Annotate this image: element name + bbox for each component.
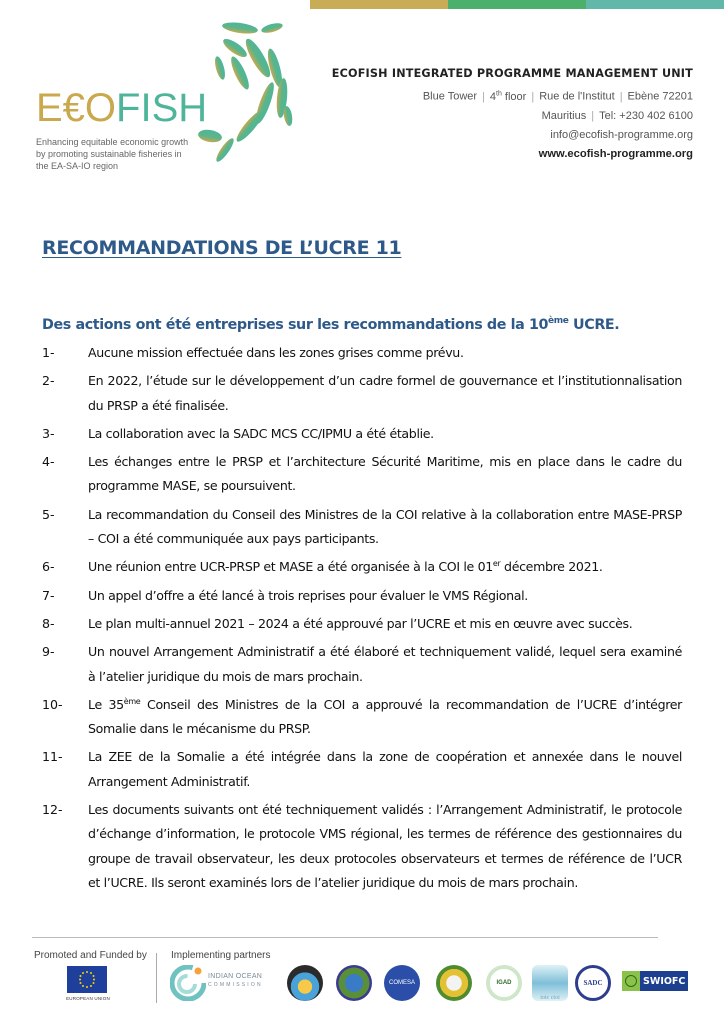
ecofish-logo (30, 18, 270, 171)
item-number: 4- (42, 454, 55, 470)
partner-seal-1-icon (287, 965, 323, 1001)
page-title: RECOMMANDATIONS DE L’UCRE 11 (42, 237, 402, 259)
item-text: Un appel d’offre a été lancé à trois reprises pour évaluer le VMS Régional. (88, 587, 528, 603)
org-email[interactable]: info@ecofish-programme.org (550, 128, 693, 141)
indian-ocean-commission-logo-icon (170, 965, 206, 1001)
swiofc-label: SWIOFC (643, 975, 686, 987)
item-text: La recommandation du Conseil des Ministres de la COI relative à la collaboration entre MASE-PRSP – COI a été communiquée aux pays participants. (88, 506, 682, 547)
item-number: 5- (42, 506, 55, 522)
item-number: 2- (42, 373, 55, 389)
item-number: 12- (42, 802, 63, 818)
ioc-wordmark: INDIAN OCEAN COMMISSION (208, 973, 263, 988)
item-number: 8- (42, 615, 55, 631)
item-text: Le plan multi-annuel 2021 – 2024 a été approuvé par l’UCRE et mis en œuvre avec succès. (88, 615, 633, 631)
logo-wordmark (36, 88, 207, 128)
item-number: 3- (42, 425, 55, 441)
partner-seal-2-icon (336, 965, 372, 1001)
item-number: 11- (42, 749, 63, 765)
fao-icon (622, 971, 640, 991)
item-text: En 2022, l’étude sur le développement d’un cadre formel de gouvernance et l’institutionnalisation du PRSP a été finalisée. (88, 373, 682, 413)
logo-word-fish: FISH (116, 86, 208, 130)
item-number: 10- (42, 696, 63, 712)
comesa-logo-icon: COMESA (384, 965, 420, 1001)
logo-tagline: Enhancing equitable economic growth by promoting sustainable fisheries in the EA-SA-IO region (36, 137, 189, 171)
list-item (42, 798, 682, 895)
address-street: Rue de l'Institut (539, 90, 615, 103)
org-website-link[interactable]: www.ecofish-programme.org (538, 147, 693, 160)
recommendations-list (42, 341, 682, 899)
list-item (42, 369, 682, 418)
address-country: Mauritius (541, 109, 587, 122)
item-text: Un nouvel Arrangement Administratif a été élaboré et techniquement validé, lequel sera examiné à l’atelier juridique du mois de mars prochain. (88, 644, 682, 684)
list-item (42, 503, 682, 552)
eu-caption: EUROPEAN UNION (66, 996, 110, 1001)
funded-by-label: Promoted and Funded by (34, 950, 147, 961)
org-country-tel-line: Mauritius | Tel: +230 402 6100 (541, 109, 693, 122)
item-text: Les documents suivants ont été techniquement validés : l’Arrangement Administratif, le protocole d’échange d’information, le protocole VMS régional, les termes de référence des gestionnaires du groupe de travail observateur, les deux protocoles observateurs et termes de référence de l’UCR et l’UCRE. Ils seront examinés lors de l’atelier juridique du mois de mars prochain. (88, 802, 682, 890)
list-item (42, 612, 682, 636)
item-text: Les échanges entre le PRSP et l’architecture Sécurité Maritime, mis en place dans le cadre du programme MASE, se poursuivent. (88, 454, 682, 494)
org-address-line: Blue Tower | 4th floor | Rue de l'Institut | Ebène 72201 (422, 90, 693, 103)
list-item (42, 450, 682, 499)
header-color-bar (310, 0, 724, 9)
address-city: Ebène 72201 (627, 90, 693, 103)
org-title: ECOFISH INTEGRATED PROGRAMME MANAGEMENT UNIT (331, 67, 693, 80)
item-text: La ZEE de la Somalie a été intégrée dans la zone de coopération et annexée dans le nouvel Arrangement Administratif. (88, 749, 682, 789)
list-item (42, 341, 682, 365)
logo-word-eco: E€O (36, 86, 117, 130)
eac-logo-icon (436, 965, 472, 1001)
item-text: Le 35ème Conseil des Ministres de la COI a approuvé la recommandation de l’UCRE d’intégrer Somalie dans le mécanisme du PRSP. (88, 696, 683, 737)
list-item (42, 422, 682, 446)
item-text: Une réunion entre UCR-PRSP et MASE a été organisée à la COI le 01er décembre 2021. (88, 559, 603, 575)
list-item (42, 745, 682, 794)
item-text: Aucune mission effectuée dans les zones grises comme prévu. (88, 345, 464, 360)
list-item (42, 693, 682, 742)
footer-divider (32, 937, 658, 938)
swiofc-logo (622, 971, 688, 991)
igad-logo-icon: IGAD (486, 965, 522, 1001)
footer-vertical-divider (156, 953, 157, 1003)
list-item (42, 584, 682, 608)
list-item (42, 640, 682, 689)
color-bar-gold (310, 0, 448, 9)
item-number: 6- (42, 559, 55, 575)
iotc-ctoi-logo-icon: iotc ctoi (532, 965, 568, 1001)
address-floor: 4th floor (489, 90, 527, 103)
org-telephone: Tel: +230 402 6100 (599, 109, 693, 122)
color-bar-teal (586, 0, 724, 9)
sadc-logo-icon: SADC (575, 965, 611, 1001)
eu-flag-icon (67, 966, 107, 993)
address-building: Blue Tower (422, 90, 478, 103)
section-heading: Des actions ont été entreprises sur les recommandations de la 10ème UCRE. (42, 316, 620, 333)
partners-label: Implementing partners (171, 950, 271, 961)
item-number: 9- (42, 644, 55, 660)
item-text: La collaboration avec la SADC MCS CC/IPMU a été établie. (88, 425, 434, 441)
item-number: 1- (42, 345, 55, 360)
item-number: 7- (42, 587, 55, 603)
list-item (42, 555, 682, 579)
color-bar-green (448, 0, 586, 9)
org-contact-block (332, 67, 693, 164)
